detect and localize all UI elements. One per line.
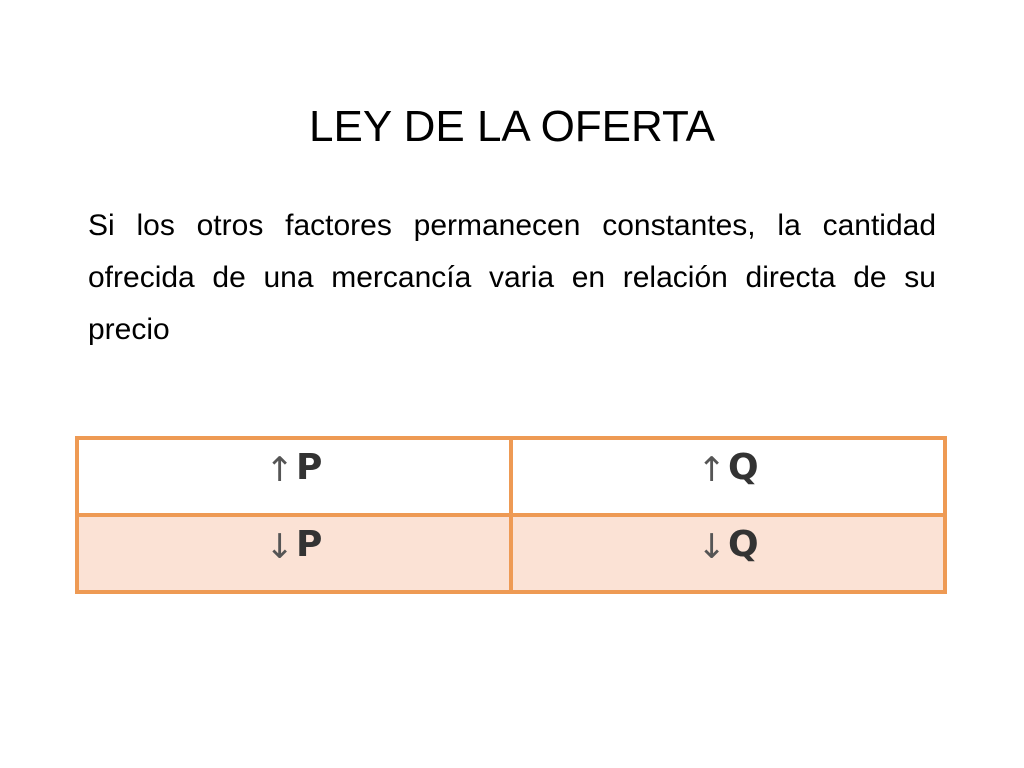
- table-cell-price-down: [77, 515, 511, 592]
- down-arrow-icon: ↓: [265, 527, 295, 567]
- table-row-price-down: [77, 515, 945, 592]
- table-cell-quantity-up: [511, 438, 945, 515]
- down-arrow-icon: ↓: [697, 527, 726, 567]
- price-symbol: P: [296, 447, 323, 488]
- quantity-symbol: Q: [727, 447, 759, 488]
- table-row-price-up: [77, 438, 945, 515]
- slide-body-text: Si los otros factores permanecen constantes, la cantidad ofrecida de una mercancía varia en relación directa de su precio: [88, 209, 936, 346]
- table-cell-price-up: [77, 438, 511, 515]
- supply-law-table: [75, 436, 947, 594]
- price-symbol: P: [296, 524, 323, 565]
- quantity-symbol: Q: [727, 524, 759, 565]
- slide-title: LEY DE LA OFERTA: [309, 102, 715, 152]
- up-arrow-icon: ↑: [265, 450, 295, 490]
- table-cell-quantity-down: [511, 515, 945, 592]
- up-arrow-icon: ↑: [697, 450, 726, 490]
